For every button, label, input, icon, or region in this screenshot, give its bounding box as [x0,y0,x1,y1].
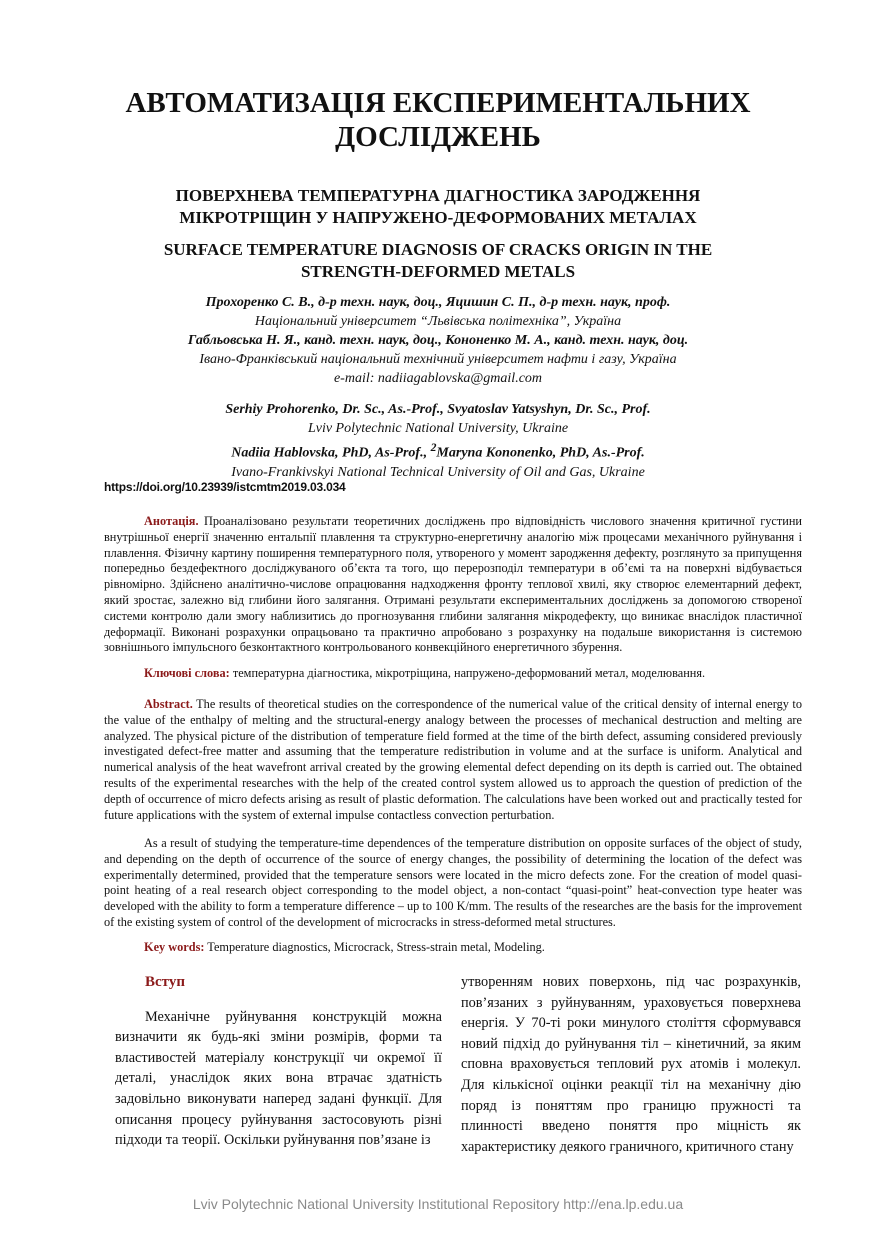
article-title-en: SURFACE TEMPERATURE DIAGNOSIS OF CRACKS ORIGIN IN THE STRENGTH-DEFORMED METALS [163,240,713,281]
authors-line-ua-2: Габльовська Н. Я., канд. техн. наук, доц., Кононенко М. А., канд. техн. наук, доц. [187,333,689,348]
authors-block-ua [110,293,766,388]
intro-paragraph-right: утворенням нових поверхонь, під час розрахунків, пов’язаних з руйнуванням, ураховується поверхнева енергія. У 70-ті роки минулого століття сформувався новий підхід до руйнування тіл – кінетичний, за яким сповна враховується тепловий рух атомів і молекул. Для кількісної оцінки реакції тіл на механічну дію поряд із поняттям про границю пружності та плинності введено поняття про міцність як характеристику деякого граничного, критичного стану [461,974,801,1155]
keywords-ua-label: Ключові слова: [144,666,230,680]
authors-line-en-2 [110,438,766,463]
keywords-ua [104,666,802,682]
body-column-left [115,972,442,1151]
keywords-ua-text: температурна діагностика, мікротріщина, напружено-деформований метал, моделювання. [229,666,706,680]
abstract-ua-label: Анотація. [144,514,199,528]
affiliation-en-2: Ivano-Frankivskyi National Technical University of Oil and Gas, Ukraine [231,464,645,480]
abstract-en-label: Abstract. [144,697,193,711]
affiliation-en-1: Lviv Polytechnic National University, Ukraine [307,421,569,436]
intro-paragraph-left: Механічне руйнування конструкцій можна визначити як будь-які зміни розмірів, форми та властивостей матеріалу конструкції чи окремої її деталі, унаслідок яких вона втрачає здатність задовільно виконувати наперед задані функції. Для описання процесу руйнування застосовують різні підходи та теорії. Оскільки руйнування пов’язане із [115,1008,442,1149]
intro-heading: Вступ [145,974,185,990]
keywords-en [104,940,802,956]
author-email[interactable]: e-mail: nadiiagablovska@gmail.com [333,371,543,386]
abstract-en [104,697,802,823]
abstract-ua-text: Проаналізовано результати теоретичних досліджень про відповідність числового значення критичної густини внутрішньої енергії значенню ентальпії плавлення та структурно-енергетичну аналогію між процесами механічного руйнування і плавлення. Фізичну картину поширення температурного поля, утвореного у момент зародження дефекту, розглянуто за припущення попередньо бездефектного досліджуваного об’єкта та того, що перерозподіл температури в об’ємі та на поверхні відбувається рівномірно. Здійснено аналітично-числове опрацювання надходження фронту теплової хвилі, яку створює елементарний дефект, який зростає, залежно від глибини його залягання. Отримані результати експериментальних досліджень за допомогою створеної системи контролю дали змогу наблизитись до прогнозування глибини залягання мікродефекту, що виникає внаслідок пластичної деформації. Виконані розрахунки опрацьовано та практично апробовано з розрахунку на подальше використання із системою зовнішнього імпульсного безконтактного контрольованого конвекційного енергетичного збурення. [104,514,802,655]
keywords-en-label: Key words: [144,940,205,954]
body-column-right [461,972,801,1157]
keywords-en-text: Temperature diagnostics, Microcrack, Stress-strain metal, Modeling. [204,940,545,954]
article-title-ua: ПОВЕРХНЕВА ТЕМПЕРАТУРНА ДІАГНОСТИКА ЗАРОДЖЕННЯ МІКРОТРІЩИН У НАПРУЖЕНО-ДЕФОРМОВАНИХ МЕТАЛАХ [175,186,701,227]
journal-section-title: АВТОМАТИЗАЦІЯ ЕКСПЕРИМЕНТАЛЬНИХ ДОСЛІДЖЕНЬ [125,87,751,153]
authors-line-en-2b: Maryna Kononenko, PhD, As.-Prof. [436,445,645,461]
abstract-ua [104,514,802,656]
affiliation-ua-2: Івано-Франківський національний технічний університет нафти і газу, Україна [199,352,677,367]
authors-line-en-2a: Nadiia Hablovska, PhD, As-Prof., [231,445,431,461]
repository-footer: Lviv Polytechnic National University Institutional Repository http://ena.lp.edu.ua [192,1196,684,1212]
abstract-en-paragraph-2 [104,836,802,931]
abstract-en-text-2: As a result of studying the temperature-time dependences of the temperature distribution on opposite surfaces of the object of study, and depending on the depth of occurrence of the source of energy changes, the possibility of determining the location of the defect was experimentally determined, provided that the temperature sensors were located in the micro defects zone. For the creation of model quasi-point heating of a real research object corresponding to the model object, a non-contact “quasi-point” heat-convection type heater was developed with the ability to form a temperature difference – up to 100 K/mm. The results of the researches are the basis for the improvement of the existing system of control of the development of microcracks in stress-deformed metal structures. [104,836,802,929]
affiliation-ua-1: Національний університет “Львівська політехніка”, Україна [254,314,622,329]
authors-block-en [110,400,766,482]
authors-line-en-1: Serhiy Prohorenko, Dr. Sc., As.-Prof., Svyatoslav Yatsyshyn, Dr. Sc., Prof. [225,402,651,417]
affiliation-superscript: 2 [430,441,437,454]
authors-line-ua-1: Прохоренко С. В., д-р техн. наук, доц., Яцишин С. П., д-р техн. наук, проф. [205,295,671,310]
doi-link[interactable]: https://doi.org/10.23939/istcmtm2019.03.034 [104,480,346,494]
abstract-en-text: The results of theoretical studies on the correspondence of the numerical value of the critical density of internal energy to the value of the enthalpy of melting and the structural-energy analogy between the processes of mechanical destruction and melting are analyzed. The physical picture of the distribution of temperature field formed at the time of the birth defect, assuming considered previously investigated defect-free matter and assuming that the temperature redistribution in volume and at the surface is uniform. Analytical and numerical analysis of the heat wavefront arrival created by the growing elemental defect depending on its depth is carried out. The obtained results of the experimental researches with the help of the created control system allowed us to approach the question of prediction of the depth of occurrence of micro defects arising as result of plastic deformation. The calculations have been worked out and practically tested for future applications with the system of external impulse contactless convection perturbation. [104,697,802,822]
